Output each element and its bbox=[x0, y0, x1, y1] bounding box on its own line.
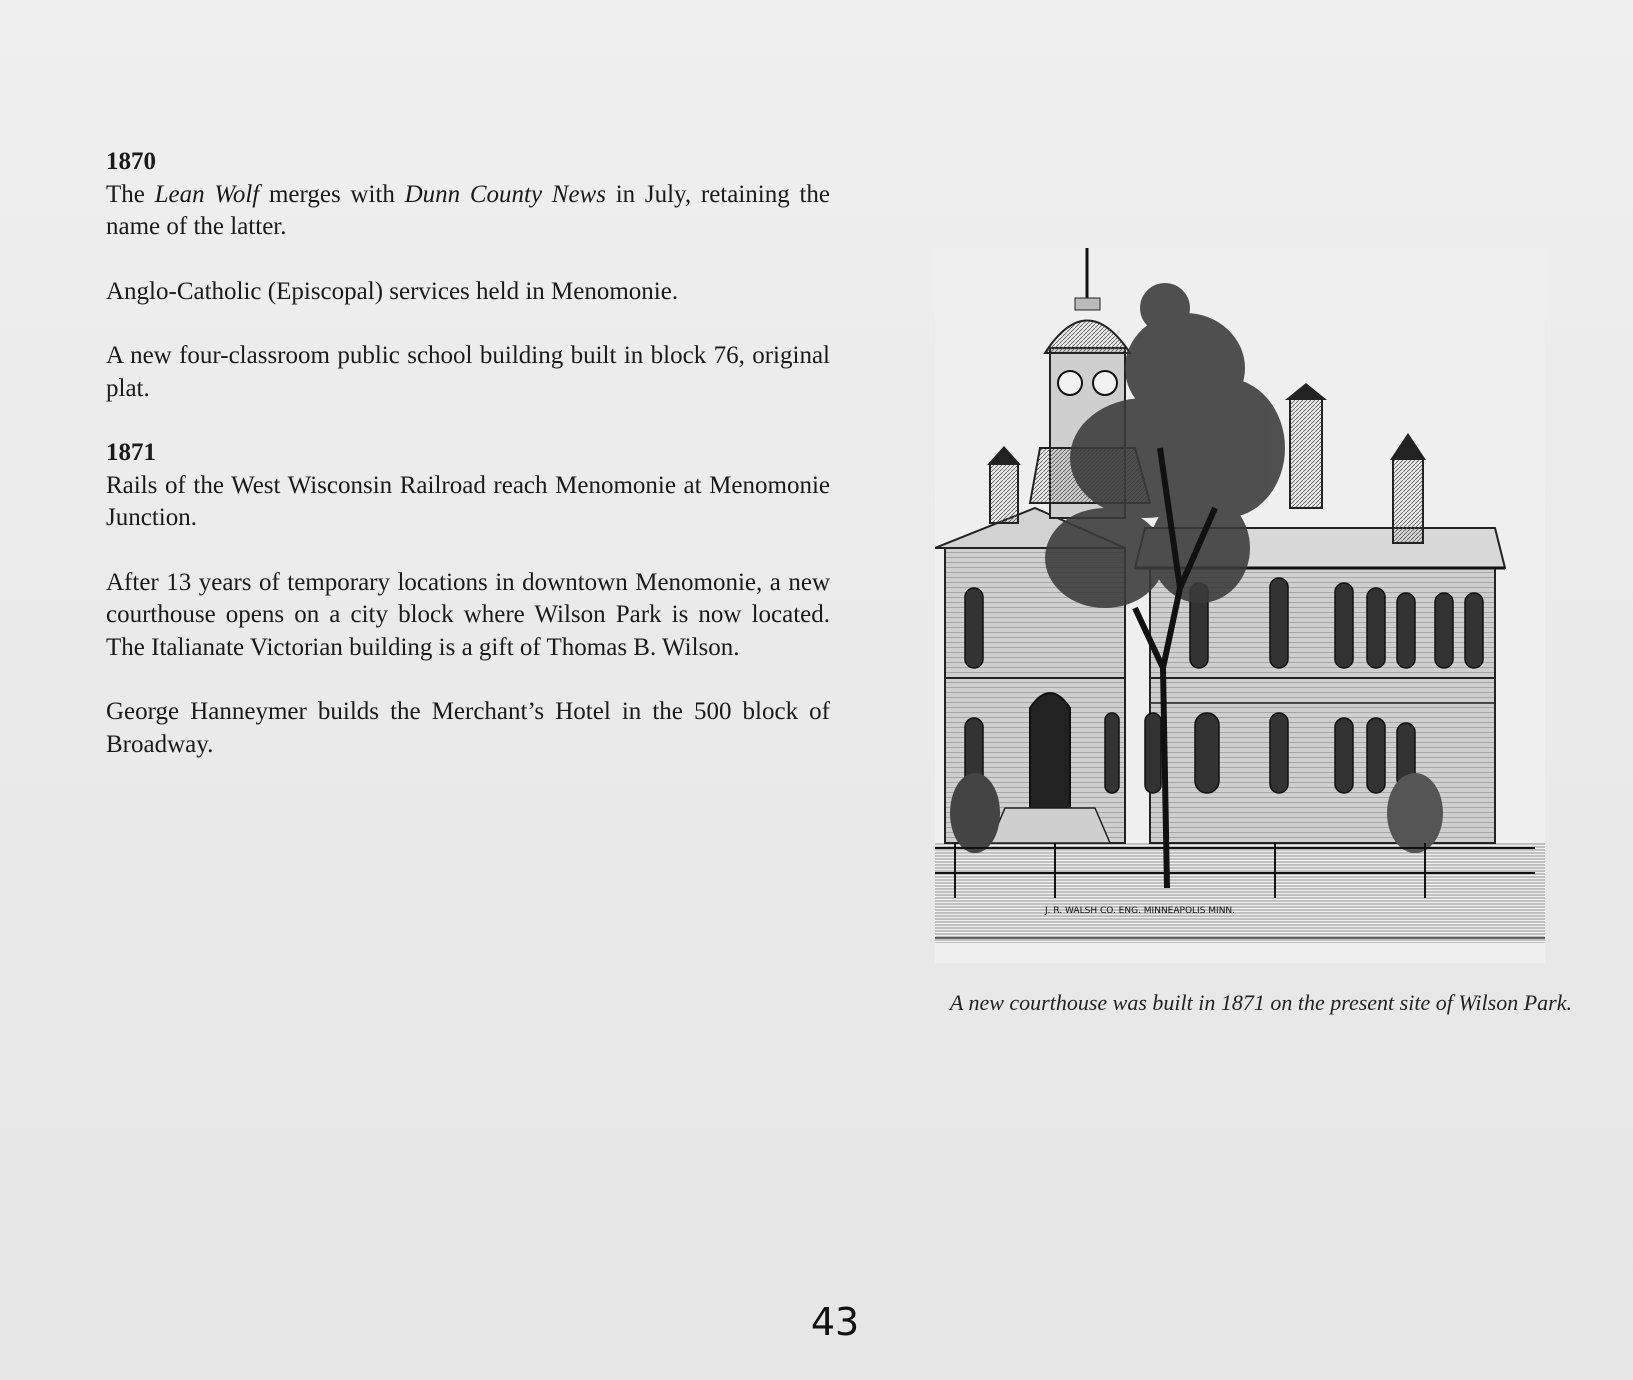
courthouse-engraving bbox=[935, 248, 1545, 963]
paragraph-railroad: Rails of the West Wisconsin Railroad reach Menomonie at Menomonie Junction. bbox=[106, 471, 830, 531]
paragraph-courthouse: After 13 years of temporary locations in downtown Menomonie, a new courthouse opens on a city block where Wilson Park is now located. The Italianate Victorian building is a gift of Thomas B. Wilson. bbox=[106, 568, 830, 661]
page-number: 43 bbox=[810, 1300, 860, 1344]
engraver-credit: J. R. WALSH CO. ENG. MINNEAPOLIS MINN. bbox=[1045, 906, 1236, 916]
text-run: The bbox=[106, 180, 155, 208]
paragraph-episcopal: Anglo-Catholic (Episcopal) services held in Menomonie. bbox=[106, 277, 679, 305]
text-run: in July, retaining the name of the latter. bbox=[106, 180, 830, 240]
year-heading-1871: 1871 bbox=[106, 439, 156, 466]
figure-caption: A new courthouse was built in 1871 on the present site of Wilson Park. bbox=[949, 990, 1572, 1015]
newspaper-title: Lean Wolf bbox=[154, 180, 260, 208]
text-run: merges with bbox=[259, 180, 405, 208]
paragraph-lean-wolf bbox=[106, 179, 830, 244]
year-heading-1870: 1870 bbox=[106, 148, 156, 175]
paragraph-school: A new four-classroom public school building built in block 76, original plat. bbox=[106, 342, 830, 402]
timeline-text bbox=[106, 146, 830, 793]
paragraph-hotel: George Hanneymer builds the Merchant’s Hotel in the 500 block of Broadway. bbox=[106, 698, 830, 758]
newspaper-title: Dunn County News bbox=[404, 180, 606, 208]
